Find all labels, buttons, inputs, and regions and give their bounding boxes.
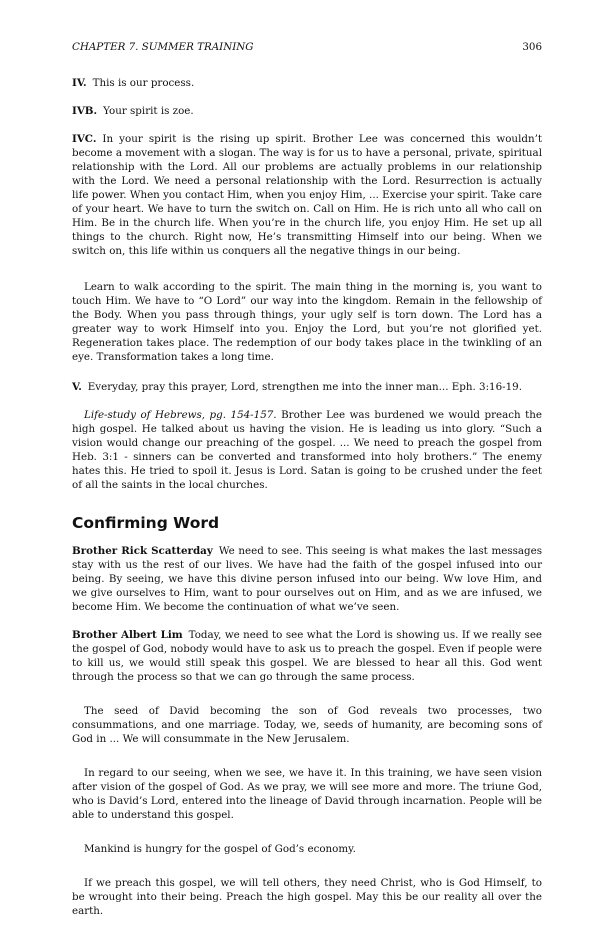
life-study-text: Brother Lee was burdened we would preach the high gospel. He talked about us having the vision. He is leading us into glory. “Such a vision would change our preaching of the gospel. ... We need to preach the gospel from Heb. 3:1 - sinners can be converted and transformed into holy brothers.” The enemy hates this. He tried to spoil it. Jesus is Lord. Satan is going to be crushed under the feet of all the saints in the local churches. — [72, 409, 542, 491]
speaker-name: Brother Rick Scatterday — [72, 545, 213, 557]
outline-label: V. — [72, 381, 82, 393]
citation: Life-study of Hebrews, pg. 154-157. — [84, 409, 277, 421]
speaker-name: Brother Albert Lim — [72, 629, 183, 641]
running-header — [72, 40, 542, 54]
outline-label: IVC. — [72, 133, 97, 145]
page-number: 306 — [522, 41, 542, 53]
testimony-rick-scatterday — [72, 544, 542, 614]
outline-text: Everyday, pray this prayer, Lord, strengthen me into the inner man... Eph. 3:16-19. — [87, 381, 522, 393]
paragraph-seed-of-david: The seed of David becoming the son of God reveals two processes, two consummations, and one marriage. Today, we, seeds of humanity, are becoming sons of God in ... We will consummate in the New Jerusalem. — [72, 705, 542, 745]
paragraph-mankind-hungry: Mankind is hungry for the gospel of God’s economy. — [84, 843, 356, 855]
outline-label: IV. — [72, 77, 87, 89]
paragraph-life-study — [72, 408, 542, 492]
document-page — [72, 40, 542, 932]
testimony-text: Today, we need to see what the Lord is showing us. If we really see the gospel of God, nobody would have to ask us to preach the gospel. Even if people were to kill us, we would still speak this gospel. We are blessed to hear all this. God went through the process so that we can go through the same process. — [72, 629, 543, 683]
chapter-title: CHAPTER 7. SUMMER TRAINING — [72, 41, 254, 53]
outline-label: IVB. — [72, 105, 98, 117]
paragraph-preach-gospel: If we preach this gospel, we will tell others, they need Christ, who is God Himself, to be wrought into their being. Preach the high gospel. May this be our reality all over the earth. — [72, 877, 542, 917]
outline-text: Your spirit is zoe. — [103, 105, 194, 117]
paragraph-our-seeing: In regard to our seeing, when we see, we have it. In this training, we have seen vision after vision of the gospel of God. As we pray, we will see more and more. The triune God, who is David’s Lord, entered into the lineage of David through incarnation. People will be able to understand this gospel. — [72, 767, 542, 821]
outline-point-iv — [72, 76, 542, 90]
paragraph-walk-by-spirit: Learn to walk according to the spirit. The main thing in the morning is, you want to touch Him. We have to “O Lord” our way into the kingdom. Remain in the fellowship of the Body. When you pass through things, your ugly self is torn down. The Lord has a greater way to work Himself into you. Enjoy the Lord, but you’re not glorified yet. Regeneration takes place. The redemption of our body takes place in the twinkling of an eye. Transformation takes a long time. — [72, 281, 542, 363]
outline-point-ivb — [72, 104, 542, 118]
outline-point-ivc — [72, 132, 542, 258]
testimony-text: We need to see. This seeing is what makes the last messages stay with us the rest of our lives. We have had the faith of the gospel infused into our being. By seeing, we have this divine person infused into our being. Ww love Him, and we give ourselves to Him, want to pour ourselves out on Him, and as we are infused, we become Him. We become the continuation of what we’ve seen. — [72, 545, 542, 613]
testimony-albert-lim — [72, 628, 542, 684]
outline-text: This is our process. — [92, 77, 195, 89]
outline-text: In your spirit is the rising up spirit. Brother Lee was concerned this wouldn’t become a movement with a slogan. The way is for us to have a personal, private, spiritual relationship with the Lord. All our problems are actually problems in our relationship with the Lord. We need a personal relationship with the Lord. Resurrection is actually life power. When you contact Him, when you enjoy Him, ... Exercise your spirit. Take care of your heart. We have to turn the switch on. Call on Him. He is rich unto all who call on Him. Be in the church life. When you’re in the church life, you enjoy Him. He set up all things to the church. Right now, He’s transmitting Himself into our being. When we switch on, this life within us conquers all the negative things in our being. — [72, 133, 542, 257]
outline-point-v — [72, 380, 542, 394]
section-heading: Confirming Word — [72, 514, 220, 532]
